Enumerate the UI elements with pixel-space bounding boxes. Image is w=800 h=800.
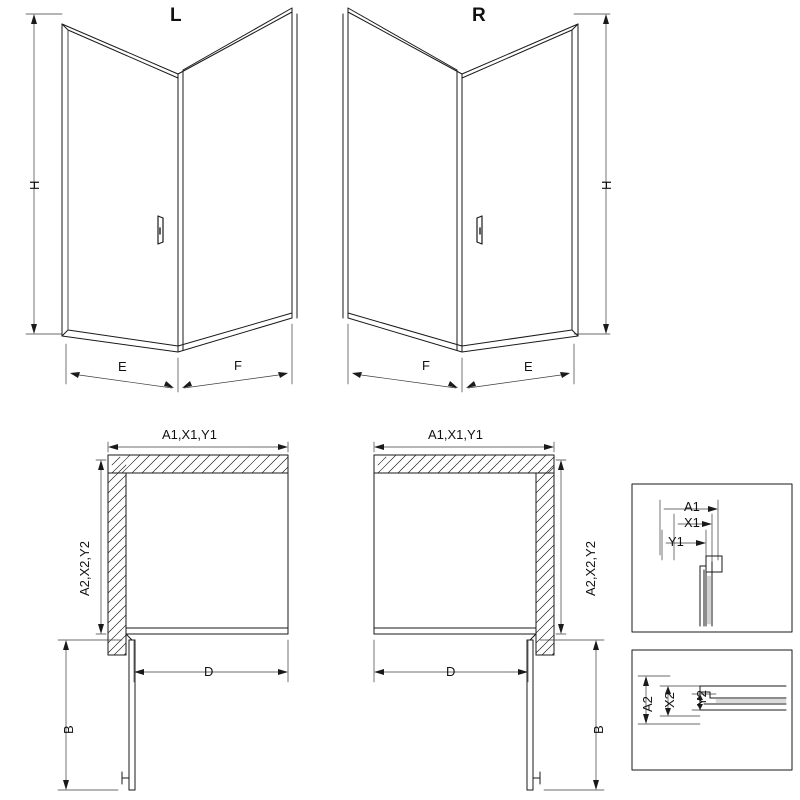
detail-label-y2: Y2: [694, 690, 709, 706]
dimension-label-b-left: B: [61, 725, 76, 734]
dimension-label-h-right: H: [599, 180, 614, 190]
dimension-label-a1x1y1-left: A1,X1,Y1: [162, 427, 217, 442]
dimension-label-e-left: E: [118, 359, 127, 374]
view-title-right: R: [472, 5, 486, 26]
dimension-label-b-right: B: [591, 725, 606, 734]
dimension-label-a2x2y2-left: A2,X2,Y2: [77, 541, 92, 596]
dimension-label-h-left: H: [27, 180, 42, 190]
dimension-label-a2x2y2-right: A2,X2,Y2: [583, 541, 598, 596]
iso-view-left: [26, 5, 297, 392]
dimension-label-f-left: F: [234, 358, 242, 373]
dimension-label-a1x1y1-right: A1,X1,Y1: [428, 427, 483, 442]
iso-view-right: [343, 5, 610, 392]
dimension-label-d-left: D: [204, 664, 214, 679]
dimension-label-f-right: F: [422, 358, 430, 373]
dimension-label-d-right: D: [446, 664, 456, 679]
plan-view-right: [374, 442, 604, 790]
detail-label-x2: X2: [662, 692, 677, 708]
detail-label-a1: A1: [684, 499, 700, 514]
detail-view-bottom: [632, 650, 792, 770]
detail-label-x1: X1: [684, 515, 700, 530]
dimension-label-e-right: E: [524, 359, 533, 374]
plan-view-left: [58, 442, 288, 790]
detail-label-y1: Y1: [668, 534, 684, 549]
detail-label-a2: A2: [640, 696, 655, 712]
view-title-left: L: [170, 5, 182, 26]
detail-view-top: [632, 484, 792, 632]
